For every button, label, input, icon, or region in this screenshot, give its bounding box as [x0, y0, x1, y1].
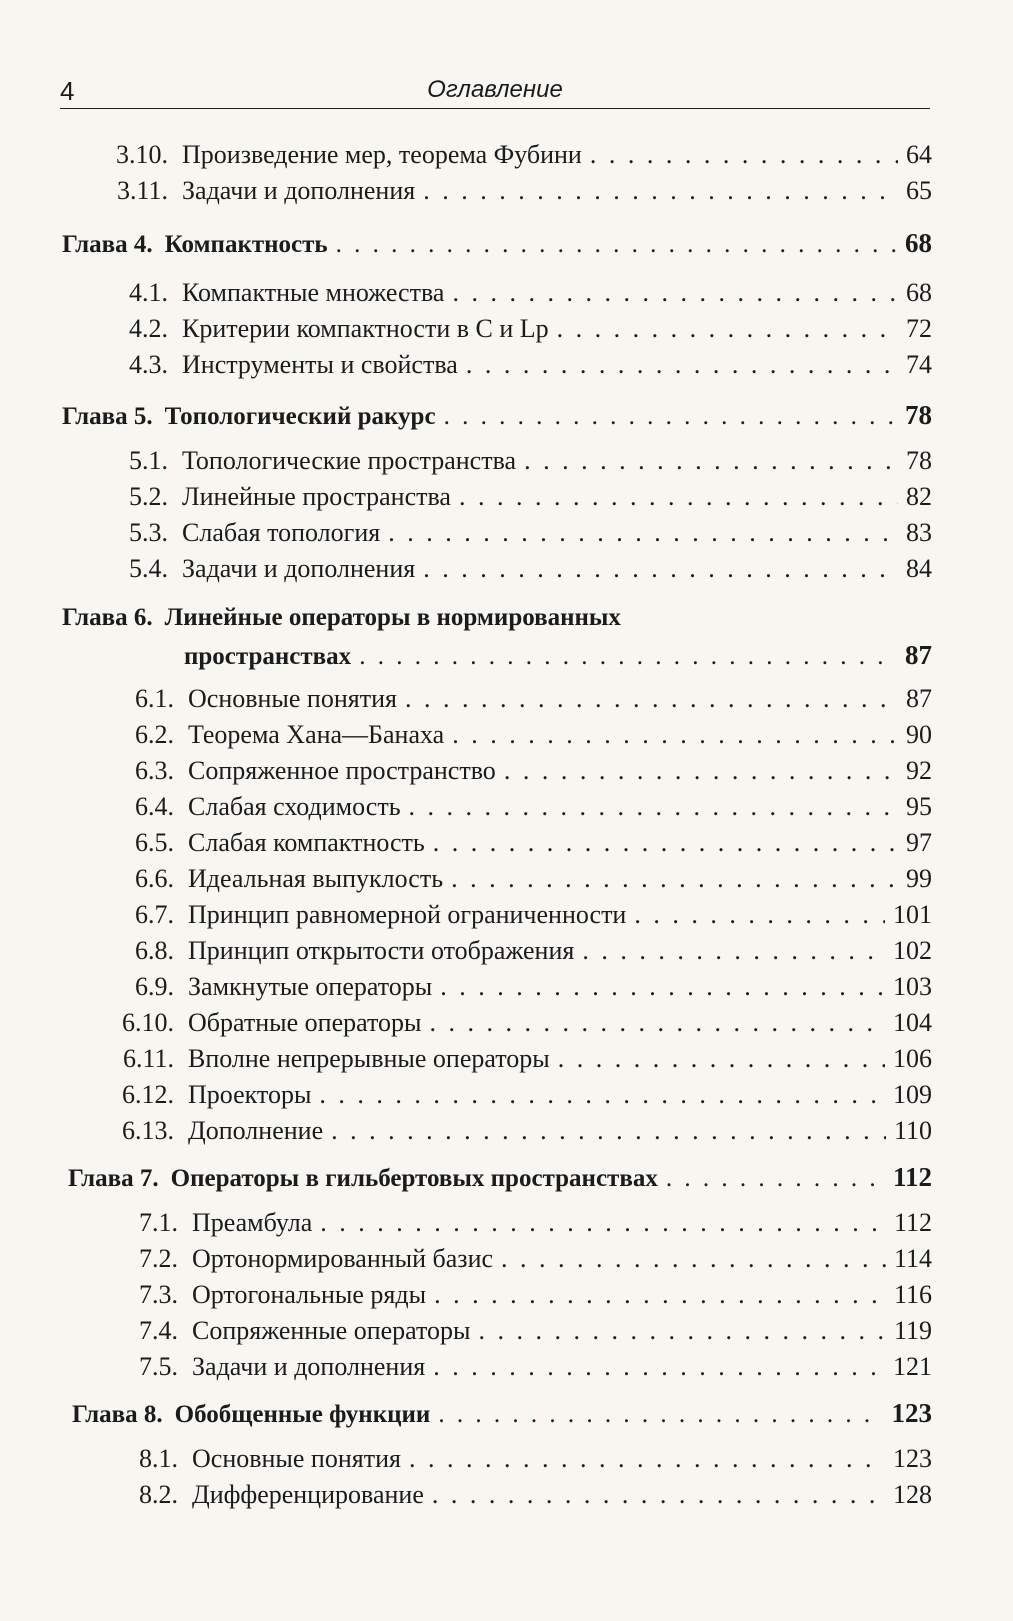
entry-title: Критерии компактности в C и Lp: [182, 314, 549, 343]
toc-section-row: [58, 1280, 932, 1314]
entry-number: 5.2.: [129, 482, 168, 511]
toc-chapter-row: [68, 1162, 932, 1196]
entry-number: 7.5.: [139, 1352, 178, 1381]
entry-title: пространствах: [184, 643, 352, 670]
entry-number: 4.2.: [129, 314, 168, 343]
entry-title: Преамбула: [192, 1208, 313, 1237]
entry-title: Принцип открытости отображения: [188, 936, 575, 965]
entry-number: 6.2.: [135, 720, 174, 749]
entry-number: Глава 7.: [68, 1165, 159, 1192]
entry-page-number: 112: [893, 1208, 932, 1237]
entry-title: Инструменты и свойства: [182, 350, 458, 379]
entry-title: Проекторы: [188, 1080, 312, 1109]
entry-page-number: 92: [906, 756, 932, 785]
dot-leader: [634, 900, 885, 930]
entry-title: Основные понятия: [192, 1444, 401, 1473]
entry-title: Слабая компактность: [188, 828, 425, 857]
dot-leader: [432, 1480, 885, 1510]
entry-title: Идеальная выпуклость: [188, 864, 444, 893]
entry-number: Глава 4.: [62, 231, 153, 258]
entry-page-number: 68: [906, 278, 932, 307]
entry-number: 5.3.: [129, 518, 168, 547]
dot-leader: [320, 1208, 886, 1238]
entry-page-number: 116: [893, 1280, 932, 1309]
dot-leader: [423, 554, 898, 584]
dot-leader: [336, 231, 897, 259]
entry-page-number: 112: [892, 1162, 932, 1192]
toc-section-row: [54, 864, 932, 898]
toc-section-row: [54, 1116, 932, 1150]
toc-section-row: [48, 314, 932, 348]
entry-page-number: 90: [906, 720, 932, 749]
entry-title: Задачи и дополнения: [182, 554, 416, 583]
entry-page-number: 74: [906, 350, 932, 379]
toc-chapter-row: [62, 604, 932, 638]
toc-section-row: [54, 720, 932, 754]
dot-leader: [582, 936, 885, 966]
entry-title: Слабая сходимость: [188, 792, 401, 821]
entry-number: 7.3.: [139, 1280, 178, 1309]
entry-title: Задачи и дополнения: [182, 176, 416, 205]
entry-number: 6.5.: [135, 828, 174, 857]
entry-title: Сопряженное пространство: [188, 756, 496, 785]
dot-leader: [331, 1116, 886, 1146]
entry-title: Принцип равномерной ограниченности: [188, 900, 627, 929]
dot-leader: [359, 643, 897, 671]
entry-page-number: 84: [906, 554, 932, 583]
entry-page-number: 72: [906, 314, 932, 343]
toc-section-row: [54, 972, 932, 1006]
toc-section-row: [48, 350, 932, 384]
entry-page-number: 110: [893, 1116, 932, 1145]
dot-leader: [459, 482, 898, 512]
entry-number: 4.3.: [129, 350, 168, 379]
dot-leader: [558, 1044, 885, 1074]
dot-leader: [433, 1352, 885, 1382]
toc-section-row: [54, 936, 932, 970]
entry-number: 5.1.: [129, 446, 168, 475]
entry-page-number: 97: [906, 828, 932, 857]
toc-section-row: [48, 482, 932, 516]
toc-section-row: [58, 1208, 932, 1242]
entry-page-number: 106: [893, 1044, 932, 1073]
entry-number: 7.1.: [139, 1208, 178, 1237]
entry-title: Дифференцирование: [192, 1480, 424, 1509]
dot-leader: [557, 314, 898, 344]
entry-number: 6.10.: [122, 1008, 174, 1037]
toc-section-row: [58, 1444, 932, 1478]
entry-page-number: 83: [906, 518, 932, 547]
entry-title: Задачи и дополнения: [192, 1352, 426, 1381]
entry-title: Слабая топология: [182, 518, 381, 547]
dot-leader: [405, 684, 898, 714]
dot-leader: [409, 1444, 885, 1474]
entry-page-number: 99: [906, 864, 932, 893]
dot-leader: [440, 972, 885, 1002]
entry-title: Ортогональные ряды: [192, 1280, 427, 1309]
entry-number: 7.2.: [139, 1244, 178, 1273]
entry-title: Компактные множества: [182, 278, 445, 307]
dot-leader: [429, 1008, 885, 1038]
entry-number: 5.4.: [129, 554, 168, 583]
toc-section-row: [54, 1044, 932, 1078]
entry-number: 6.8.: [135, 936, 174, 965]
entry-page-number: 109: [893, 1080, 932, 1109]
entry-number: 6.4.: [135, 792, 174, 821]
dot-leader: [409, 792, 898, 822]
entry-page-number: 121: [893, 1352, 932, 1381]
toc-section-row: [48, 140, 932, 174]
dot-leader: [666, 1165, 885, 1193]
entry-number: Глава 6.: [62, 604, 153, 631]
dot-leader: [451, 864, 898, 894]
entry-title: Операторы в гильбертовых пространствах: [170, 1165, 658, 1192]
entry-number: 6.11.: [122, 1044, 174, 1073]
entry-page-number: 68: [905, 228, 932, 258]
page-number: 4: [60, 76, 75, 106]
entry-number: Глава 8.: [72, 1401, 163, 1428]
toc-section-row: [54, 792, 932, 826]
dot-leader: [388, 518, 898, 548]
entry-number: 8.1.: [139, 1444, 178, 1473]
dot-leader: [504, 756, 898, 786]
entry-title: Линейные операторы в нормированных: [164, 604, 621, 631]
dot-leader: [438, 1401, 883, 1429]
entry-number: 6.3.: [135, 756, 174, 785]
toc-section-row: [48, 446, 932, 480]
entry-number: 3.11.: [116, 176, 168, 205]
entry-title: Теорема Хана—Банаха: [188, 720, 445, 749]
entry-title: Линейные пространства: [182, 482, 451, 511]
running-title: Оглавление: [427, 76, 563, 103]
entry-page-number: 95: [906, 792, 932, 821]
toc-section-row: [54, 1080, 932, 1114]
entry-number: 6.7.: [135, 900, 174, 929]
entry-number: 6.1.: [135, 684, 174, 713]
entry-page-number: 87: [906, 684, 932, 713]
dot-leader: [466, 350, 898, 380]
entry-page-number: 104: [893, 1008, 932, 1037]
toc-chapter-row: [72, 1398, 932, 1432]
entry-page-number: 65: [906, 176, 932, 205]
entry-number: 6.12.: [122, 1080, 174, 1109]
dot-leader: [452, 278, 898, 308]
entry-title: Ортонормированный базис: [192, 1244, 494, 1273]
entry-page-number: 78: [906, 446, 932, 475]
entry-title: Топологические пространства: [182, 446, 517, 475]
toc-section-row: [54, 684, 932, 718]
dot-leader: [501, 1244, 886, 1274]
toc-section-row: [54, 828, 932, 862]
entry-page-number: 123: [893, 1444, 932, 1473]
entry-page-number: 128: [893, 1480, 932, 1509]
entry-title: Сопряженные операторы: [192, 1316, 471, 1345]
toc-section-row: [48, 278, 932, 312]
entry-page-number: 64: [906, 140, 932, 169]
entry-title: Топологический ракурс: [164, 403, 436, 430]
entry-title: Дополнение: [188, 1116, 324, 1145]
entry-number: 8.2.: [139, 1480, 178, 1509]
dot-leader: [524, 446, 898, 476]
toc-section-row: [54, 900, 932, 934]
entry-page-number: 102: [893, 936, 932, 965]
toc-section-row: [58, 1244, 932, 1278]
toc-section-row: [58, 1480, 932, 1514]
entry-number: 6.6.: [135, 864, 174, 893]
entry-page-number: 103: [893, 972, 932, 1001]
entry-title: Замкнутые операторы: [188, 972, 433, 1001]
dot-leader: [479, 1316, 886, 1346]
toc-section-row: [58, 1352, 932, 1386]
entry-title: Основные понятия: [188, 684, 397, 713]
toc-section-row: [48, 518, 932, 552]
entry-page-number: 82: [906, 482, 932, 511]
dot-leader: [452, 720, 898, 750]
entry-number: 4.1.: [129, 278, 168, 307]
entry-page-number: 114: [893, 1244, 932, 1273]
entry-title: Обратные операторы: [188, 1008, 422, 1037]
dot-leader: [434, 1280, 886, 1310]
dot-leader: [423, 176, 898, 206]
entry-number: Глава 5.: [62, 403, 153, 430]
entry-page-number: 119: [893, 1316, 932, 1345]
toc-section-row: [54, 1008, 932, 1042]
entry-page-number: 123: [891, 1398, 932, 1428]
entry-page-number: 101: [893, 900, 932, 929]
dot-leader: [319, 1080, 885, 1110]
entry-page-number: 78: [905, 400, 932, 430]
entry-title: Обобщенные функции: [174, 1401, 431, 1428]
entry-title: Компактность: [164, 231, 328, 258]
dot-leader: [433, 828, 898, 858]
toc-section-row: [48, 554, 932, 588]
entry-number: 3.10.: [116, 140, 168, 169]
toc-chapter-row: [62, 640, 932, 674]
entry-number: 6.13.: [122, 1116, 174, 1145]
entry-page-number: 87: [905, 640, 932, 670]
entry-number: 7.4.: [139, 1316, 178, 1345]
entry-title: Вполне непрерывные операторы: [188, 1044, 550, 1073]
toc-section-row: [48, 176, 932, 210]
toc-section-row: [58, 1316, 932, 1350]
toc-chapter-row: [62, 400, 932, 434]
dot-leader: [444, 403, 897, 431]
entry-title: Произведение мер, теорема Фубини: [182, 140, 582, 169]
dot-leader: [590, 140, 898, 170]
toc-section-row: [54, 756, 932, 790]
toc-chapter-row: [62, 228, 932, 262]
entry-number: 6.9.: [135, 972, 174, 1001]
